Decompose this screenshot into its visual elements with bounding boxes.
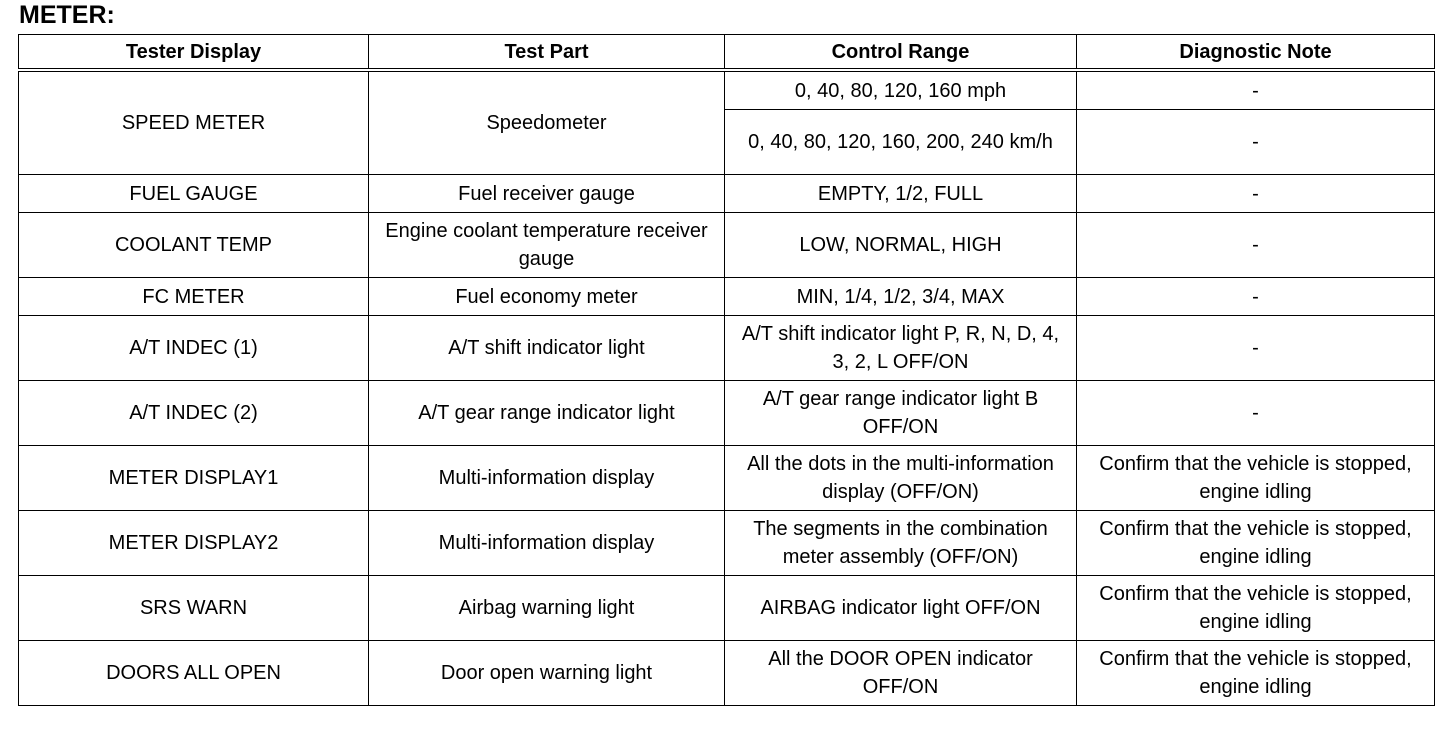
column-header-diagnostic-note: Diagnostic Note (1077, 35, 1435, 71)
table-header-row (19, 35, 1435, 71)
diagnostic-note-cell: - (1077, 316, 1435, 381)
tester-display-cell: FUEL GAUGE (19, 175, 369, 213)
control-range-cell: LOW, NORMAL, HIGH (725, 213, 1077, 278)
control-range-cell: The segments in the combination meter assembly (OFF/ON) (725, 511, 1077, 576)
diagnostic-note-cell: - (1077, 175, 1435, 213)
test-part-cell: Airbag warning light (369, 576, 725, 641)
tester-display-cell: DOORS ALL OPEN (19, 641, 369, 706)
control-range-cell: MIN, 1/4, 1/2, 3/4, MAX (725, 278, 1077, 316)
test-part-cell: Fuel economy meter (369, 278, 725, 316)
diagnostic-note-cell: Confirm that the vehicle is stopped, engine idling (1077, 446, 1435, 511)
meter-data-table (18, 34, 1435, 706)
test-part-cell: Door open warning light (369, 641, 725, 706)
diagnostic-note-cell: - (1077, 381, 1435, 446)
tester-display-cell: FC METER (19, 278, 369, 316)
tester-display-cell: METER DISPLAY2 (19, 511, 369, 576)
diagnostic-note-cell: - (1077, 213, 1435, 278)
column-header-test-part: Test Part (369, 35, 725, 71)
control-range-cell: A/T gear range indicator light B OFF/ON (725, 381, 1077, 446)
tester-display-cell: METER DISPLAY1 (19, 446, 369, 511)
diagnostic-note-cell: Confirm that the vehicle is stopped, engine idling (1077, 576, 1435, 641)
column-header-control-range: Control Range (725, 35, 1077, 71)
tester-display-cell: A/T INDEC (2) (19, 381, 369, 446)
table-row (19, 446, 1435, 511)
test-part-cell: Fuel receiver gauge (369, 175, 725, 213)
control-range-cell: 0, 40, 80, 120, 160 mph (725, 70, 1077, 110)
control-range-cell: A/T shift indicator light P, R, N, D, 4, 3, 2, L OFF/ON (725, 316, 1077, 381)
test-part-cell: A/T gear range indicator light (369, 381, 725, 446)
tester-display-cell: COOLANT TEMP (19, 213, 369, 278)
tester-display-cell: SRS WARN (19, 576, 369, 641)
table-row (19, 70, 1435, 110)
test-part-cell: Multi-information display (369, 446, 725, 511)
table-row (19, 576, 1435, 641)
control-range-cell: All the dots in the multi-information display (OFF/ON) (725, 446, 1077, 511)
table-row (19, 175, 1435, 213)
tester-display-cell: A/T INDEC (1) (19, 316, 369, 381)
table-row (19, 641, 1435, 706)
table-row (19, 213, 1435, 278)
table-row (19, 316, 1435, 381)
diagnostic-note-cell: Confirm that the vehicle is stopped, engine idling (1077, 511, 1435, 576)
test-part-cell: Multi-information display (369, 511, 725, 576)
table-row (19, 278, 1435, 316)
control-range-cell: 0, 40, 80, 120, 160, 200, 240 km/h (725, 110, 1077, 175)
diagnostic-note-cell: - (1077, 70, 1435, 110)
test-part-cell: A/T shift indicator light (369, 316, 725, 381)
tester-display-cell: SPEED METER (19, 70, 369, 175)
table-row (19, 511, 1435, 576)
diagnostic-note-cell: Confirm that the vehicle is stopped, engine idling (1077, 641, 1435, 706)
column-header-tester-display: Tester Display (19, 35, 369, 71)
control-range-cell: EMPTY, 1/2, FULL (725, 175, 1077, 213)
test-part-cell: Speedometer (369, 70, 725, 175)
section-title: METER: (19, 1, 115, 29)
table-row (19, 381, 1435, 446)
control-range-cell: All the DOOR OPEN indicator OFF/ON (725, 641, 1077, 706)
test-part-cell: Engine coolant temperature receiver gauge (369, 213, 725, 278)
diagnostic-note-cell: - (1077, 278, 1435, 316)
diagnostic-note-cell: - (1077, 110, 1435, 175)
control-range-cell: AIRBAG indicator light OFF/ON (725, 576, 1077, 641)
